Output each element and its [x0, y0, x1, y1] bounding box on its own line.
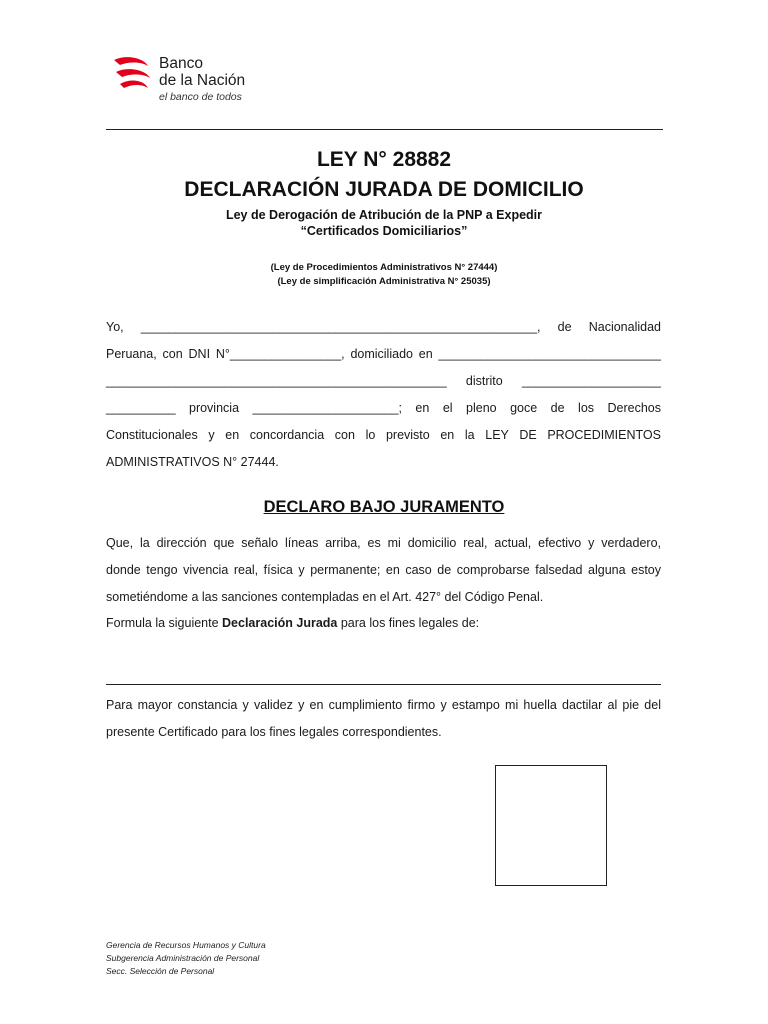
law-number: LEY N° 28882 [316, 148, 452, 171]
section-heading-text: DECLARO BAJO JURAMENTO [263, 498, 505, 516]
reference-line2: (Ley de simplificación Administrativa N° 25035) [277, 276, 491, 287]
declaration-line4: __________ provincia _____________________; en el pleno goce de los Derechos [106, 401, 661, 415]
subtitle-line2: “Certificados Domiciliarios” [300, 224, 468, 238]
section-heading [0, 498, 768, 517]
formula-line [106, 616, 479, 630]
bank-name-line1: Banco [159, 55, 203, 72]
purpose-blank-line[interactable] [106, 684, 661, 685]
statement-line3: sometiéndome a las sanciones contempladas en el Art. 427° del Código Penal. [106, 590, 544, 604]
reference-line1: (Ley de Procedimientos Administrativos N° 27444) [270, 262, 498, 273]
statement-line2: donde tengo vivencia real, física y permanente; en caso de comprobarse falsedad alguna estoy [106, 563, 661, 577]
footer-line3: Secc. Selección de Personal [106, 966, 215, 976]
bank-tagline: el banco de todos [159, 91, 242, 103]
bank-logo-icon [112, 56, 154, 90]
bank-name [159, 55, 245, 89]
bank-logo [112, 52, 282, 108]
bank-name-line2: de la Nación [159, 72, 246, 89]
subtitle-line1: Ley de Derogación de Atribución de la PNP a Expedir [225, 208, 543, 222]
header-divider [106, 129, 663, 130]
fingerprint-box[interactable] [495, 765, 607, 886]
declaration-line5: Constitucionales y en concordancia con lo previsto en la LEY DE PROCEDIMIENTOS [106, 428, 661, 442]
formula-text-pre: Formula la siguiente [106, 616, 223, 630]
footer-line1: Gerencia de Recursos Humanos y Cultura [106, 940, 266, 950]
closing-line1: Para mayor constancia y validez y en cumplimiento firmo y estampo mi huella dactilar al pie del [106, 698, 661, 712]
declaration-line1: Yo, _________________________________________________________, de Nacionalidad [106, 320, 661, 334]
declaration-line6: ADMINISTRATIVOS N° 27444. [106, 455, 279, 469]
declaration-line2: Peruana, con DNI N°________________, domiciliado en ________________________________ [106, 347, 661, 361]
document-title: DECLARACIÓN JURADA DE DOMICILIO [184, 178, 584, 201]
formula-text-bold: Declaración Jurada [222, 616, 338, 630]
declaration-line3: _________________________________________________ distrito ____________________ [106, 374, 661, 388]
statement-line1: Que, la dirección que señalo líneas arriba, es mi domicilio real, actual, efectivo y verdadero, [106, 536, 661, 550]
closing-line2: presente Certificado para los fines legales correspondientes. [106, 725, 442, 739]
footer-line2: Subgerencia Administración de Personal [106, 953, 260, 963]
formula-text-post: para los fines legales de: [337, 616, 480, 630]
